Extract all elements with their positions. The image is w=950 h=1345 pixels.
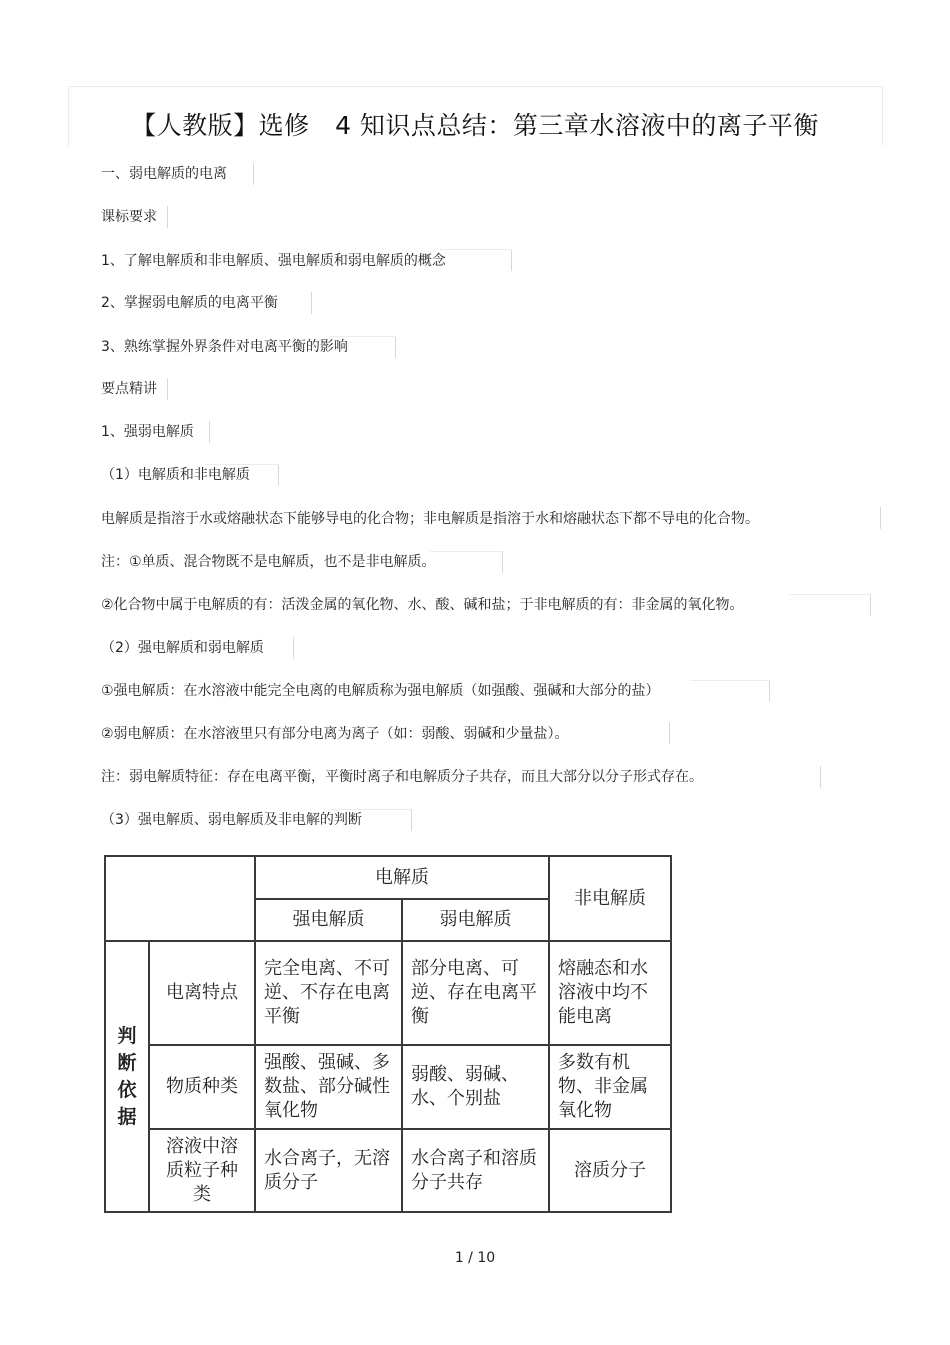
table-cell: 强酸、强碱、多数盐、部分碱性氧化物 [255,1045,402,1129]
electrolyte-judgement-table [104,855,672,1213]
key-points-heading: 要点精讲 [101,381,157,397]
divider [293,637,294,659]
side-label-judgement-basis [105,941,149,1212]
table-cell: 水合离子和溶质分子共存 [402,1129,549,1212]
note-paragraph: ②化合物中属于电解质的有：活泼金属的氧化物、水、酸、碱和盐；于非电解质的有：非金属的氧化物。 [101,597,744,613]
section-heading-weak-electrolyte-ionization: 一、弱电解质的电离 [101,166,227,182]
divider [511,249,512,271]
curriculum-requirements-heading: 课标要求 [101,209,157,225]
row-label: 物质种类 [149,1045,255,1129]
divider [330,336,396,337]
definition-paragraph: ①强电解质：在水溶液中能完全电离的电解质称为强电解质（如强酸、强碱和大部分的盐） [101,683,660,699]
divider [278,464,279,486]
divider [430,551,503,552]
side-label-text: 判断依据 [117,1024,137,1128]
table-cell: 部分电离、可逆、存在电离平衡 [402,941,549,1045]
divider [690,680,770,681]
divider [253,163,254,185]
header-strong-electrolyte: 强电解质 [255,899,402,941]
row-label: 溶液中溶质粒子种类 [149,1129,255,1212]
divider [205,464,279,465]
row-label: 电离特点 [149,941,255,1045]
header-electrolyte: 电解质 [255,856,549,899]
divider [820,766,821,788]
header-weak-electrolyte: 弱电解质 [402,899,549,941]
subsection-heading: 1、强弱电解质 [101,424,194,440]
divider [209,421,210,443]
divider [502,551,503,573]
divider [311,292,312,314]
table-cell: 弱酸、弱碱、水、个别盐 [402,1045,549,1129]
divider [167,378,168,400]
requirement-item: 3、熟练掌握外界条件对电离平衡的影响 [101,339,348,355]
table-cell: 完全电离、不可逆、不存在电离平衡 [255,941,402,1045]
table-cell: 溶质分子 [549,1129,671,1212]
table-corner-cell [105,856,255,941]
divider [880,507,881,529]
definition-paragraph: ②弱电解质：在水溶液里只有部分电离为离子（如：弱酸、弱碱和少量盐）。 [101,726,569,742]
divider [167,206,168,228]
requirement-item: 2、掌握弱电解质的电离平衡 [101,295,278,311]
requirement-item: 1、了解电解质和非电解质、强电解质和弱电解质的概念 [101,253,446,269]
divider [330,809,412,810]
page-title: 【人教版】选修 4 知识点总结：第三章水溶液中的离子平衡 [131,111,819,140]
definition-paragraph: 电解质是指溶于水或熔融状态下能够导电的化合物；非电解质是指溶于水和熔融状态下都不导电的化合物。 [101,511,759,527]
subsection-heading: （2）强电解质和弱电解质 [101,640,264,656]
subsection-heading: （1）电解质和非电解质 [101,467,250,483]
header-non-electrolyte: 非电解质 [549,856,671,941]
page-number: 1 / 10 [454,1250,496,1266]
table-cell: 熔融态和水溶液中均不能电离 [549,941,671,1045]
table-cell: 水合离子，无溶质分子 [255,1129,402,1212]
divider [395,336,396,358]
note-paragraph: 注：弱电解质特征：存在电离平衡，平衡时离子和电解质分子共存，而且大部分以分子形式存在。 [101,769,703,785]
note-paragraph: 注：①单质、混合物既不是电解质，也不是非电解质。 [101,554,436,570]
subsection-heading: （3）强电解质、弱电解质及非电解的判断 [101,812,362,828]
divider [411,809,412,831]
table-cell: 多数有机物、非金属氧化物 [549,1045,671,1129]
divider [769,680,770,702]
divider [669,722,670,744]
divider [870,594,871,616]
divider [440,249,512,250]
divider [790,594,871,595]
